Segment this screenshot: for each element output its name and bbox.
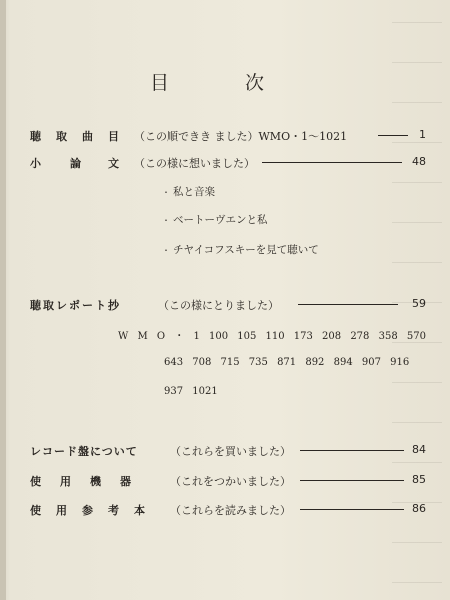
essay-item: ・ ベートーヴエンと私 bbox=[162, 214, 268, 226]
entry-description: （これらを読みました） bbox=[170, 504, 291, 517]
wmo-line-2: 643 708 715 735 871 892 894 907 916 bbox=[164, 357, 410, 368]
page-number: 59 bbox=[412, 297, 426, 310]
toc-entry-equipment: 使 用 機 器 （これをつかいました） 85 bbox=[30, 473, 426, 488]
entry-label: レコード盤について bbox=[30, 445, 138, 458]
title-char-2: 次 bbox=[245, 72, 265, 94]
page-number: 48 bbox=[412, 155, 426, 168]
wmo-prefix: W M O ・ bbox=[118, 331, 185, 342]
leader-line bbox=[300, 480, 404, 481]
page-number: 84 bbox=[412, 443, 426, 456]
leader-line bbox=[262, 162, 402, 163]
entry-description: （この様にとりました） bbox=[158, 299, 279, 312]
toc-entry-reference-books: 使 用 参 考 本 （これらを読みました） 86 bbox=[30, 502, 426, 517]
page-number: 85 bbox=[412, 473, 426, 486]
entry-description: （この様に想いました） bbox=[134, 157, 255, 170]
page-title bbox=[0, 68, 450, 94]
entry-description: （これをつかいました） bbox=[170, 475, 291, 488]
entry-label: 聴取レポート抄 bbox=[30, 299, 121, 312]
essay-item: ・ チヤイコフスキーを見て聴いて bbox=[162, 244, 319, 256]
leader-line bbox=[378, 135, 408, 136]
entry-description: （これらを買いました） bbox=[170, 445, 291, 458]
title-char-1: 目 bbox=[150, 72, 170, 94]
toc-entry-essays: 小 論 文 （この様に想いました） 48 bbox=[30, 155, 426, 170]
wmo-line-1: 1 100 105 110 173 208 278 358 570 bbox=[193, 331, 426, 342]
toc-entry-records bbox=[30, 443, 426, 459]
wmo-number-list bbox=[118, 327, 426, 342]
leader-line bbox=[298, 304, 398, 305]
essay-item: ・ 私と音楽 bbox=[162, 186, 215, 198]
leader-line bbox=[300, 509, 404, 510]
page-number: 86 bbox=[412, 502, 426, 515]
toc-entry-listening-pieces: 聴 取 曲 目 （この順できき ました）WMO・1〜1021 1 bbox=[30, 128, 426, 143]
page-number: 1 bbox=[419, 128, 426, 141]
entry-description: （この順できき ました）WMO・1〜1021 bbox=[134, 130, 348, 143]
wmo-line-3: 937 1021 bbox=[164, 386, 218, 397]
toc-entry-listening-reports bbox=[30, 297, 426, 313]
leader-line bbox=[300, 450, 404, 451]
